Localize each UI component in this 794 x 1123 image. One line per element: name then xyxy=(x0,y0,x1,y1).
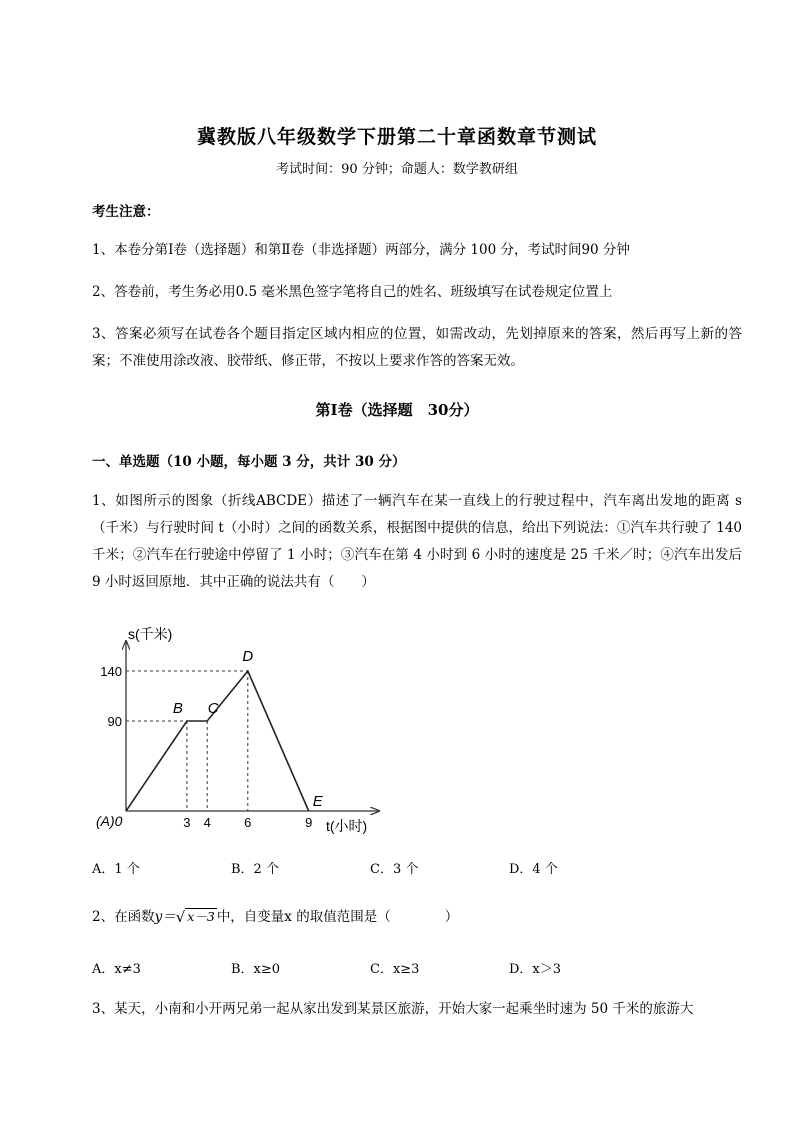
guide-lines xyxy=(126,671,248,811)
option-d[interactable]: D．4 个 xyxy=(509,862,558,877)
y-tick-label: 90 xyxy=(107,714,122,729)
option-b[interactable]: B．x≥0 xyxy=(231,962,281,977)
origin-label: (A)0 xyxy=(96,813,123,829)
x-tick-label: 4 xyxy=(203,815,211,830)
point-label-E: E xyxy=(312,793,323,810)
notice-item-2: 2、答卷前，考生务必用0.5 毫米黑色签字笔将自己的姓名、班级填写在试卷规定位置上 xyxy=(92,284,613,300)
part-heading: 一、单选题（10 小题，每小题 3 分，共计 30 分） xyxy=(92,454,406,470)
radicand: x－3 xyxy=(187,909,215,924)
notice-item-1: 1、本卷分第Ⅰ卷（选择题）和第Ⅱ卷（非选择题）两部分，满分 100 分，考试时间90 分钟 xyxy=(92,242,630,258)
point-label-B: B xyxy=(172,700,183,717)
distance-time-graph xyxy=(90,612,390,840)
question-2-text xyxy=(92,903,742,931)
y-tick-label: 140 xyxy=(100,664,122,679)
section-title: 第Ⅰ卷（选择题 30分） xyxy=(315,401,479,419)
option-b[interactable]: B．2 个 xyxy=(231,862,279,877)
page-title: 冀教版八年级数学下册第二十章函数章节测试 xyxy=(196,126,597,148)
question-2-options xyxy=(92,958,742,977)
notice-heading: 考生注意： xyxy=(92,204,160,220)
question-1-options xyxy=(92,858,742,877)
y-axis-label: s(千米) xyxy=(128,626,173,642)
option-c[interactable]: C．3 个 xyxy=(370,862,419,877)
question-3-text: 3、某天，小南和小开两兄弟一起从家出发到某景区旅游，开始大家一起乘坐时速为 50 千米的旅游大 xyxy=(92,1001,694,1017)
graph-polyline xyxy=(126,671,309,811)
option-c[interactable]: C．x≥3 xyxy=(370,962,420,977)
question-1-text: 1、如图所示的图象（折线ABCDE）描述了一辆汽车在某一直线上的行驶过程中，汽车离出发地的距离 s（千米）与行驶时间 t（小时）之间的函数关系，根据图中提供的信息，给出下列说法：①汽车共行驶了 140 千米；②汽车在行驶途中停留了 1 小时；③汽车在第 4 小时到 6 小时的速度是 25 千米／时；④汽车出发后 9 小时返回原地．其中正确的说法共有（ ） xyxy=(92,493,742,590)
question-2-suffix: 中，自变量x 的取值范围是（ ） xyxy=(216,909,459,925)
x-tick-label: 6 xyxy=(244,815,252,830)
point-label-D: D xyxy=(242,648,254,665)
question-2-prefix: 2、在函数 xyxy=(92,909,155,925)
option-a[interactable]: A．1 个 xyxy=(92,862,140,877)
function-lhs: y＝ xyxy=(154,909,176,925)
x-tick-label: 3 xyxy=(183,815,191,830)
notice-item-3: 3、答案必须写在试卷各个题目指定区域内相应的位置，如需改动，先划掉原来的答案，然后再写上新的答案；不准使用涂改液、胶带纸、修正带，不按以上要求作答的答案无效。 xyxy=(92,326,742,369)
option-a[interactable]: A．x≠3 xyxy=(92,962,141,977)
point-label-C: C xyxy=(207,700,219,717)
x-tick-label: 9 xyxy=(305,815,313,830)
option-d[interactable]: D．x＞3 xyxy=(509,962,562,977)
sqrt-icon: √ xyxy=(175,908,186,926)
x-axis-label: t(小时) xyxy=(326,818,368,834)
exam-info: 考试时间：90 分钟；命题人：数学教研组 xyxy=(276,162,518,177)
